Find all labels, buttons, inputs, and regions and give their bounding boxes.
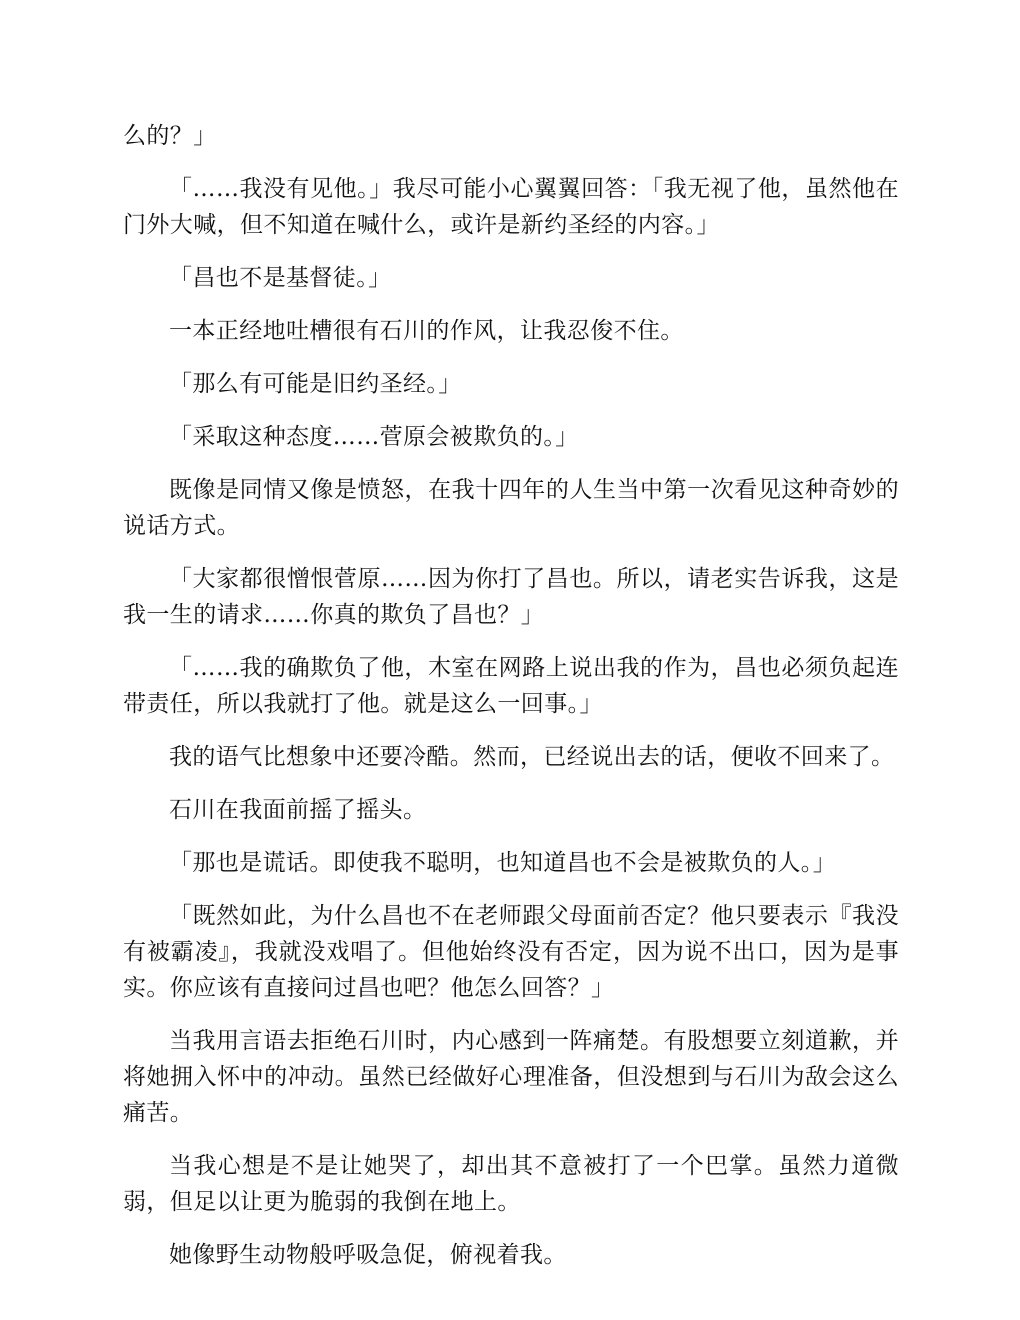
paragraph: 「那么有可能是旧约圣经。」 [169, 371, 462, 397]
paragraph: 么的？」 [123, 123, 217, 149]
paragraph: 当我心想是不是让她哭了，却出其不意被打了一个巴掌。虽然力道微弱，但足以让更为脆弱的我倒在地上。 [123, 1153, 899, 1215]
body-text [123, 118, 899, 1290]
paragraph: 「……我没有见他。」我尽可能小心翼翼回答：「我无视了他，虽然他在门外大喊，但不知道在喊什么，或许是新约圣经的内容。」 [123, 176, 899, 238]
paragraph: 「昌也不是基督徒。」 [169, 265, 392, 291]
paragraph: 「……我的确欺负了他，木室在网路上说出我的作为，昌也必须负起连带责任，所以我就打了他。就是这么一回事。」 [123, 655, 899, 717]
paragraph: 既像是同情又像是愤怒，在我十四年的人生当中第一次看见这种奇妙的说话方式。 [123, 477, 899, 539]
paragraph: 当我用言语去拒绝石川时，内心感到一阵痛楚。有股想要立刻道歉，并将她拥入怀中的冲动。虽然已经做好心理准备，但没想到与石川为敌会这么痛苦。 [123, 1028, 899, 1126]
paragraph: 一本正经地吐槽很有石川的作风，让我忍俊不住。 [169, 318, 684, 344]
paragraph: 「采取这种态度……菅原会被欺负的。」 [169, 424, 579, 450]
paragraph: 「既然如此，为什么昌也不在老师跟父母面前否定？他只要表示『我没有被霸凌』，我就没戏唱了。但他始终没有否定，因为说不出口，因为是事实。你应该有直接问过昌也吧？他怎么回答？」 [123, 903, 899, 1001]
paragraph: 「大家都很憎恨菅原……因为你打了昌也。所以，请老实告诉我，这是我一生的请求……你真的欺负了昌也？」 [123, 566, 899, 628]
paragraph: 石川在我面前摇了摇头。 [169, 797, 427, 823]
paragraph: 我的语气比想象中还要冷酷。然而，已经说出去的话，便收不回来了。 [169, 744, 895, 770]
paragraph: 她像野生动物般呼吸急促，俯视着我。 [169, 1242, 567, 1268]
paragraph: 「那也是谎话。即使我不聪明，也知道昌也不会是被欺负的人。」 [169, 850, 837, 876]
